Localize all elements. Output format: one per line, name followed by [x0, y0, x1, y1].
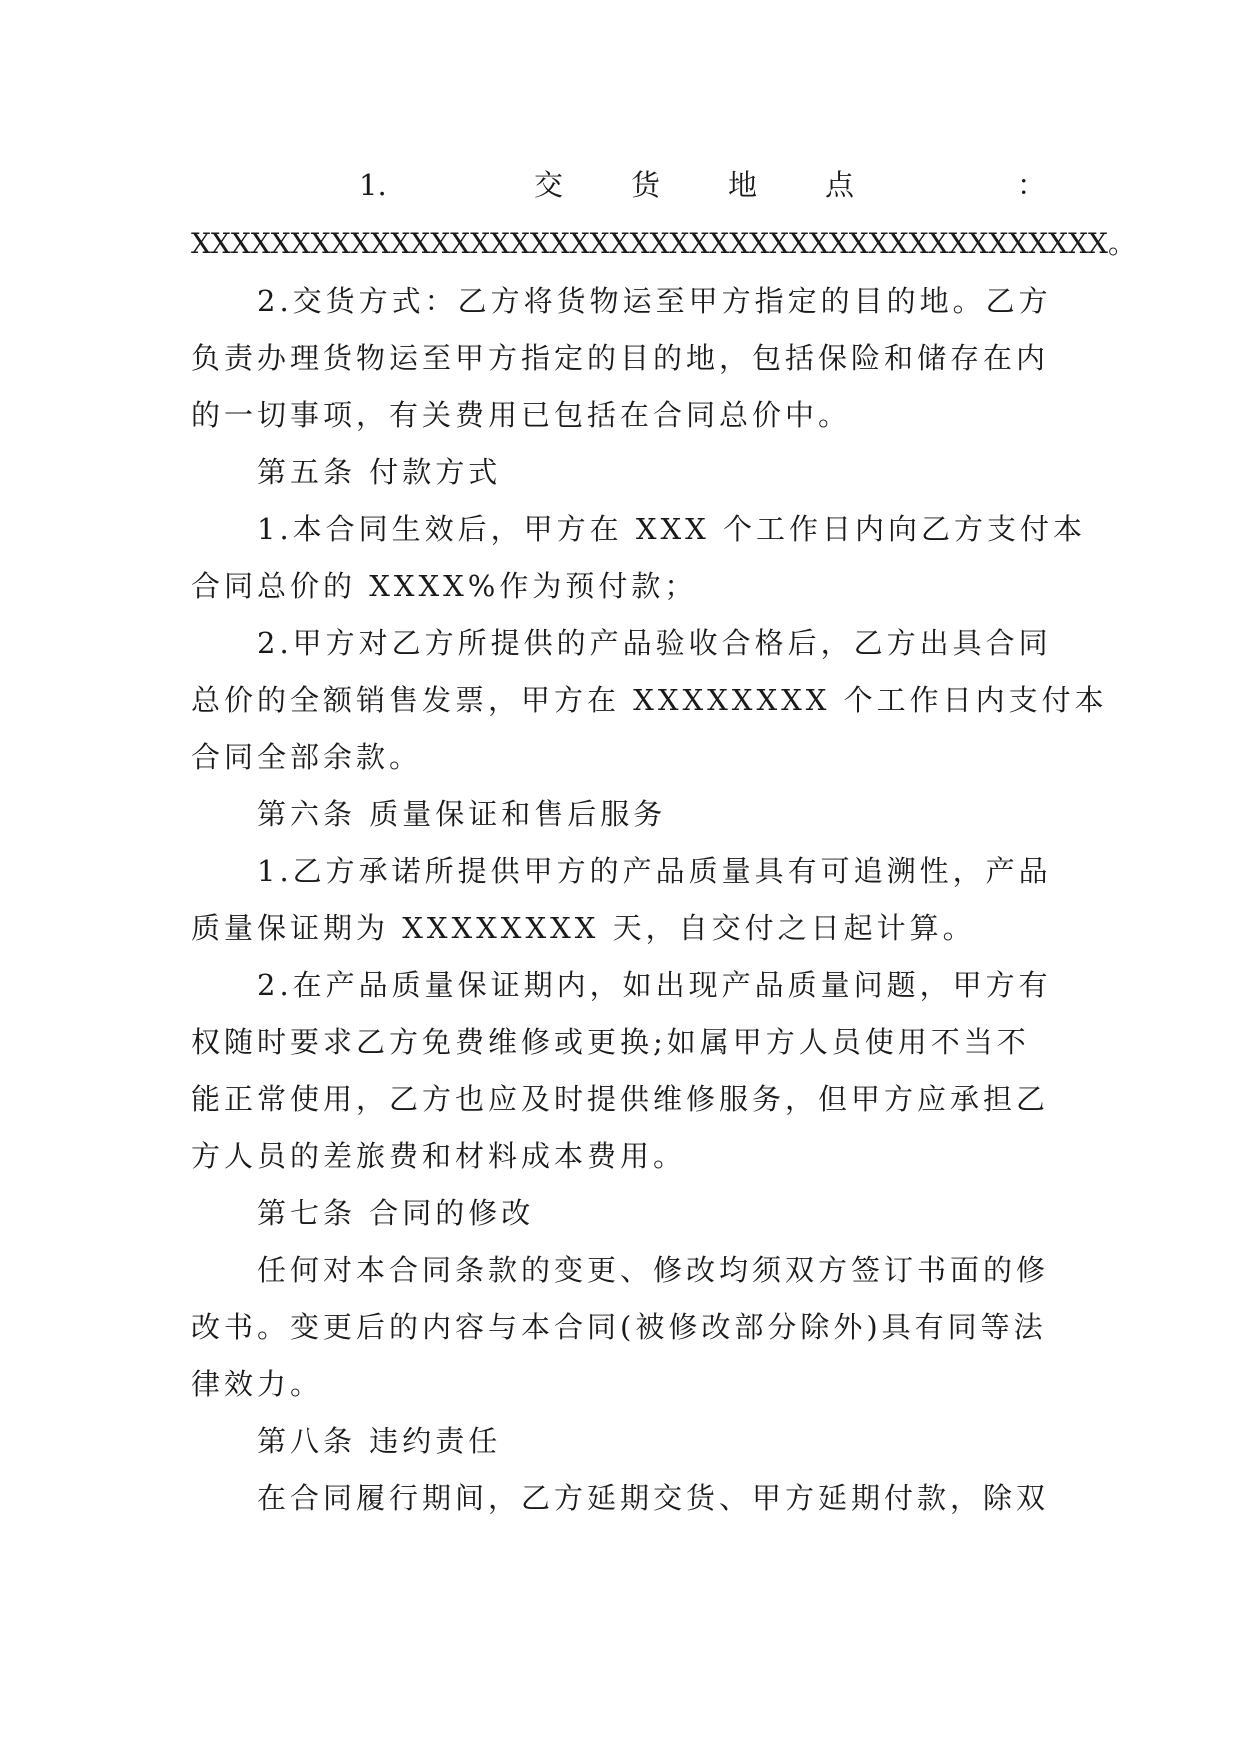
- item-number: 1.: [359, 168, 387, 202]
- body-line: 在合同履行期间，乙方延期交货、甲方延期付款，除双: [257, 1481, 1050, 1515]
- body-line: 总价的全额销售发票，甲方在 XXXXXXXX 个工作日内支付本: [191, 683, 1108, 717]
- heading-char: 货: [631, 168, 661, 202]
- body-line: XXXXXXXXXXXXXXXXXXXXXXXXXXXXXXXXXXXXXXXXXXXXXX。: [191, 227, 1136, 260]
- section-heading: 第七条 合同的修改: [257, 1196, 535, 1230]
- heading-char: 交: [534, 168, 564, 202]
- body-line: 权随时要求乙方免费维修或更换;如属甲方人员使用不当不: [191, 1025, 1030, 1059]
- body-line: 合同总价的 XXXX%作为预付款；: [191, 569, 698, 603]
- body-line: 方人员的差旅费和材料成本费用。: [191, 1139, 687, 1173]
- body-line: 合同全部余款。: [191, 740, 423, 774]
- body-line: 2.在产品质量保证期内，如出现产品质量问题，甲方有: [257, 968, 1052, 1002]
- section-heading: 第五条 付款方式: [257, 455, 502, 489]
- body-line: 质量保证期为 XXXXXXXX 天，自交付之日起计算。: [191, 911, 976, 945]
- body-line: 能正常使用，乙方也应及时提供维修服务，但甲方应承担乙: [191, 1082, 1050, 1116]
- heading-colon: ：: [1017, 168, 1047, 202]
- body-line: 2.甲方对乙方所提供的产品验收合格后，乙方出具合同: [257, 626, 1052, 660]
- body-line: 任何对本合同条款的变更、修改均须双方签订书面的修: [257, 1253, 1050, 1287]
- body-line: 负责办理货物运至甲方指定的目的地，包括保险和储存在内: [191, 341, 1050, 375]
- section-heading: 第八条 违约责任: [257, 1424, 502, 1458]
- body-line: 改书。变更后的内容与本合同(被修改部分除外)具有同等法: [191, 1310, 1047, 1344]
- body-line: 1.本合同生效后，甲方在 XXX 个工作日内向乙方支付本: [257, 512, 1087, 546]
- body-line: 律效力。: [191, 1367, 324, 1401]
- body-line: 的一切事项，有关费用已包括在合同总价中。: [191, 398, 852, 432]
- section-heading: 第六条 质量保证和售后服务: [257, 797, 667, 831]
- heading-char: 点: [825, 168, 855, 202]
- body-line: 1.乙方承诺所提供甲方的产品质量具有可追溯性，产品: [257, 854, 1052, 888]
- heading-char: 地: [728, 168, 758, 202]
- body-line: 2.交货方式：乙方将货物运至甲方指定的目的地。乙方: [257, 284, 1052, 318]
- delivery-location-heading: [191, 165, 1051, 205]
